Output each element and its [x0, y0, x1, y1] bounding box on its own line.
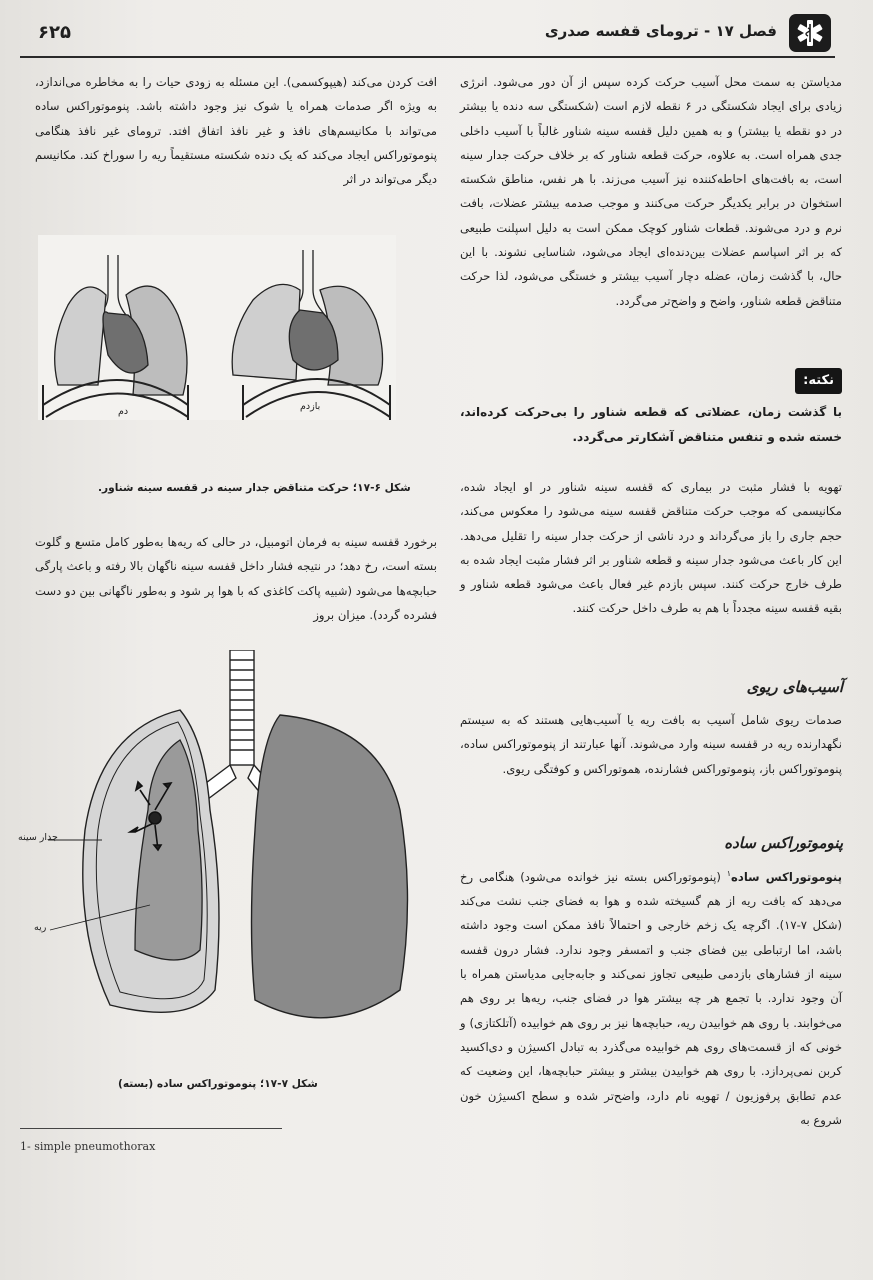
note-box [460, 368, 842, 454]
footnote-ref: ۱ [726, 869, 732, 878]
note-text: با گذشت زمان، عضلاتی که قطعه شناور را بی‌حرکت کرده‌اند، خسته شده و تنفس متناقض آشکارتر می‌گردد. [460, 405, 842, 444]
star-of-life-icon [789, 14, 831, 52]
right-column-paragraph-4: پنوموتوراکس ساده$^۱$ (پنوموتوراکس بسته نیز خوانده می‌شود) هنگامی رخ می‌دهد که بافت ریه از هم گسیخته شده و هوا به فضای جنب نشت می‌کند (شکل ۷-۱۷). اگرچه یک زخم خارجی و احتمالاً نافذ ممکن است وجود داشته باشد، اما ارتباطی بین فضای جنب و اتمسفر وجود ندارد. فشار درون قفسه سینه از فشارهای بازدمی طبیعی تجاوز نمی‌کند و جابه‌جایی مدیاستن همراه با آن وجود ندارد. با تجمع هر چه بیشتر هوا در فضای جنب، ریه‌ها بر روی هم می‌خوابند. با روی هم خوابیدن ریه، حبابچه‌ها نیز بر روی هم خوابیده (آتلکتازی) و خونی که از قسمت‌های روی هم خوابیده می‌گذرد به تبادل اکسیژن و دی‌اکسید کربن نمی‌پردازد. با روی هم خوابیدن بیشتر و بیشتر حبابچه‌ها، این وضعیت که عدم تطابق پرفوزیون / تهویه نام دارد، واضح‌تر شده و سطح اکسیژن خون شروع به [460, 869, 843, 1127]
figure-6-label-expiration: بازدم [300, 401, 321, 412]
left-column-paragraph-1: افت کردن می‌کند (هیپوکسمی). این مسئله به زودی حیات را به مخاطره می‌اندازد، به ویژه اگر صدمات همراه یا شوک نیز وجود داشته باشد. پنوموتوراکس ساده می‌تواند با مکانیسم‌های نافذ و غیر نافذ اتفاق افتد. ترومای غیر نافذ هنگامی پنوموتوراکس ایجاد می‌کند که یک دنده شکسته مستقیماً ریه را سوراخ کند. مکانیسم دیگر می‌تواند در اثر [35, 75, 437, 187]
chapter-title: فصل ۱۷ - ترومای قفسه صدری [544, 22, 777, 40]
footnote: 1- simple pneumothorax [20, 1140, 156, 1153]
figure-6-label-inspiration: دم [118, 406, 129, 417]
left-column-paragraph-2: برخورد قفسه سینه به فرمان اتومبیل، در حالی که ریه‌ها به‌طور کامل متسع و گلوت بسته است، رخ دهد؛ در نتیجه فشار داخل قفسه سینه ناگهان بالا رفته و باعث پارگی حبابچه‌ها می‌شود (شبیه پاکت کاغذی که با هوا پر شود و به‌طور ناگهانی بین دو دست فشرده گردد). میزان بروز [35, 535, 437, 622]
page-number: ۶۲۵ [38, 22, 71, 43]
simple-pneumothorax-heading: پنوموتوراکس ساده [724, 834, 843, 852]
lung-injuries-heading: آسیب‌های ریوی [746, 678, 843, 696]
page-header [20, 12, 835, 58]
figure-7-caption: شکل ۷-۱۷؛ پنوموتوراکس ساده (بسته) [118, 1078, 318, 1090]
figure-simple-pneumothorax [40, 650, 430, 1030]
right-column-paragraph-1: مدیاستن به سمت محل آسیب حرکت کرده سپس از آن دور می‌شود. انرژی زیادی برای ایجاد شکستگی در ۶ نقطه لازم است (شکستگی سه دنده یا بیشتر در دو نقطه یا بیشتر) و به همین دلیل قفسه سینه شناور غالباً با آسیب داخلی جدی همراه است. به علاوه، حرکت قطعه شناور که بر خلاف حرکت جدار سینه است، به بافت‌های احاطه‌کننده نیز آسیب می‌زند. با هر نفس، مناطق شکسته استخوان در برابر یکدیگر حرکت می‌کنند و موجب صدمه بیشتر عضلات، بافت نرم و درد می‌شوند. قطعات شناور کوچک ممکن است به دلیل اسپلنت طبیعی که بر اثر اسپاسم عضلات بین‌دنده‌ای ایجاد می‌شود، شناسایی نشوند. با این حال، با گذشت زمان، عضله دچار آسیب بیشتر و خستگی می‌شود، لذا حرکت متناقض قطعه شناور، واضح و واضح‌تر می‌گردد. [460, 75, 842, 308]
healthy-lung-drawing [252, 715, 408, 1018]
right-column-paragraph-2: تهویه با فشار مثبت در بیماری که قفسه سینه شناور در او ایجاد شده، مکانیسمی که موجب حرکت متناقض قفسه سینه می‌شود را معکوس می‌کند، حجم جاری را باز می‌گرداند و درد ناشی از حرکت جدار سینه را تقلیل می‌دهد. این کار باعث می‌شود جدار سینه و قطعه شناور بر اثر فشار مثبت ایجاد شده به طرف خارج حرکت کنند. سپس بازدم غیر فعال باعث می‌شود قطعه شناور و بقیه قفسه سینه مجدداً با هم به طرف داخل حرکت کنند. [460, 480, 842, 616]
note-label: نکته: [795, 368, 842, 394]
figure-flail-chest [38, 235, 396, 420]
footnote-divider [20, 1128, 282, 1129]
figure-6-caption: شکل ۶-۱۷؛ حرکت متناقض جدار سینه در قفسه سینه شناور. [98, 482, 411, 494]
right-column-paragraph-3: صدمات ریوی شامل آسیب به بافت ریه یا آسیب‌هایی هستند که به سیستم نگهدارنده ریه در قفسه سینه وارد می‌شوند. آنها عبارتند از پنوموتوراکس ساده، پنوموتوراکس باز، پنوموتوراکس فشارنده، هموتوراکس و کوفتگی ریوی. [460, 713, 842, 776]
figure-7-label-chest-wall: جدار سینه [18, 832, 58, 843]
figure-7-label-lung: ریه [34, 922, 47, 933]
